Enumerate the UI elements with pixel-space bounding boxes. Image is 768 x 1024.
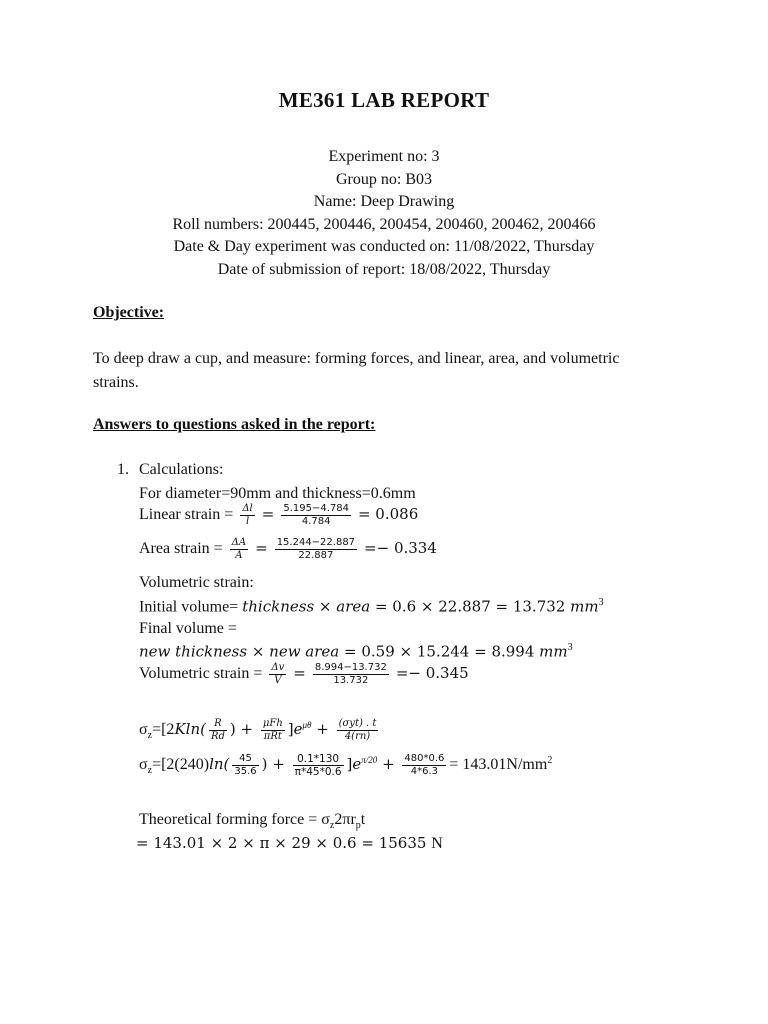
area-strain-label: Area strain = <box>139 540 223 558</box>
submission-date: Date of submission of report: 18/08/2022, Thursday <box>217 260 551 278</box>
sigma-numeric-line: $\sigma_z=[2(240)\ln$( $\frac{45}{35.6}$ ) + $\frac{0.1*130}{\pi*45*0.6}$ ]$e^{\pi/20}$ + $\frac{480*0.6}{4*6.3}$ = $143.01N/mm^2$ <box>139 753 553 778</box>
specimen-line: For diameter=90mm and thickness=0.6mm <box>139 485 416 502</box>
area-strain-result: =− 0.334 <box>364 539 437 558</box>
final-volume-line: new thickness × new area = 0.59 × 15.244 = 8.994 $mm^3$ <box>139 642 573 661</box>
area-strain-fraction: $\frac{15.244-22.887}{22.887}$ <box>276 537 356 561</box>
final-volume-label: Final volume = <box>139 620 237 637</box>
volumetric-strain-heading: Volumetric strain: <box>139 574 254 591</box>
list-number: 1. <box>117 461 129 478</box>
sigma-result: = 143.01N/mm <box>449 756 548 774</box>
theoretical-force-line: Theoretical forming force = $\sigma_z2\pi r_pt$ <box>139 811 366 832</box>
initial-volume-line: Initial volume= thickness × area = 0.6 × 22.887 = 13.732 $mm^3$ <box>139 597 604 616</box>
volumetric-strain-fraction: $\frac{8.994-13.732}{13.732}$ <box>314 662 387 686</box>
linear-strain-fraction: $\frac{5.195-4.784}{4.784}$ <box>283 503 349 527</box>
area-strain-line: Area strain = $\frac{\Delta A}{A}$ = $\frac{15.244-22.887}{22.887}$ =− 0.334 <box>139 537 437 561</box>
volumetric-strain-line: Volumetric strain = $\frac{\Delta v}{V}$ = $\frac{8.994-13.732}{13.732}$ =− 0.345 <box>139 662 469 686</box>
report-meta <box>0 146 768 281</box>
delta-l-over-l: $\frac{\Delta l}{l}$ <box>242 503 253 527</box>
report-title: ME361 LAB REPORT <box>278 88 490 112</box>
calculations-label: Calculations: <box>139 461 224 478</box>
delta-a-over-a: $\frac{\Delta A}{A}$ <box>231 537 247 561</box>
delta-v-over-v: $\frac{\Delta v}{V}$ <box>271 662 285 686</box>
theoretical-force-value: = 143.01 × 2 × π × 29 × 0.6 = 15635 N <box>136 834 443 852</box>
experiment-name: Name: Deep Drawing <box>313 193 455 210</box>
objective-heading: Objective: <box>93 304 165 321</box>
roll-numbers: Roll numbers: 200445, 200446, 200454, 200460, 200462, 200466 <box>172 215 596 233</box>
answers-heading: Answers to questions asked in the report: <box>93 416 376 433</box>
group-number: Group no: B03 <box>336 170 432 188</box>
sigma-formula-line: $\sigma_z=[2Kln$( $\frac{R}{Rd}$ ) + $\frac{\text{μFh}}{\text{πRt}}$ ]$e^{\mu\theta}$ + $\frac{\text{(σyt) . t}}{4(rn)}$ <box>139 718 377 742</box>
linear-strain-label: Linear strain = <box>139 506 234 524</box>
experiment-number: Experiment no: 3 <box>328 148 440 165</box>
conducted-date: Date & Day experiment was conducted on: 11/08/2022, Thursday <box>173 238 595 255</box>
linear-strain-result: = 0.086 <box>357 505 419 524</box>
volumetric-strain-result: =− 0.345 <box>395 664 469 683</box>
linear-strain-line: Linear strain = $\frac{\Delta l}{l}$ = $\frac{5.195-4.784}{4.784}$ = 0.086 <box>139 503 419 527</box>
objective-text: To deep draw a cup, and measure: forming forces, and linear, area, and volumetric strains. <box>93 350 620 391</box>
